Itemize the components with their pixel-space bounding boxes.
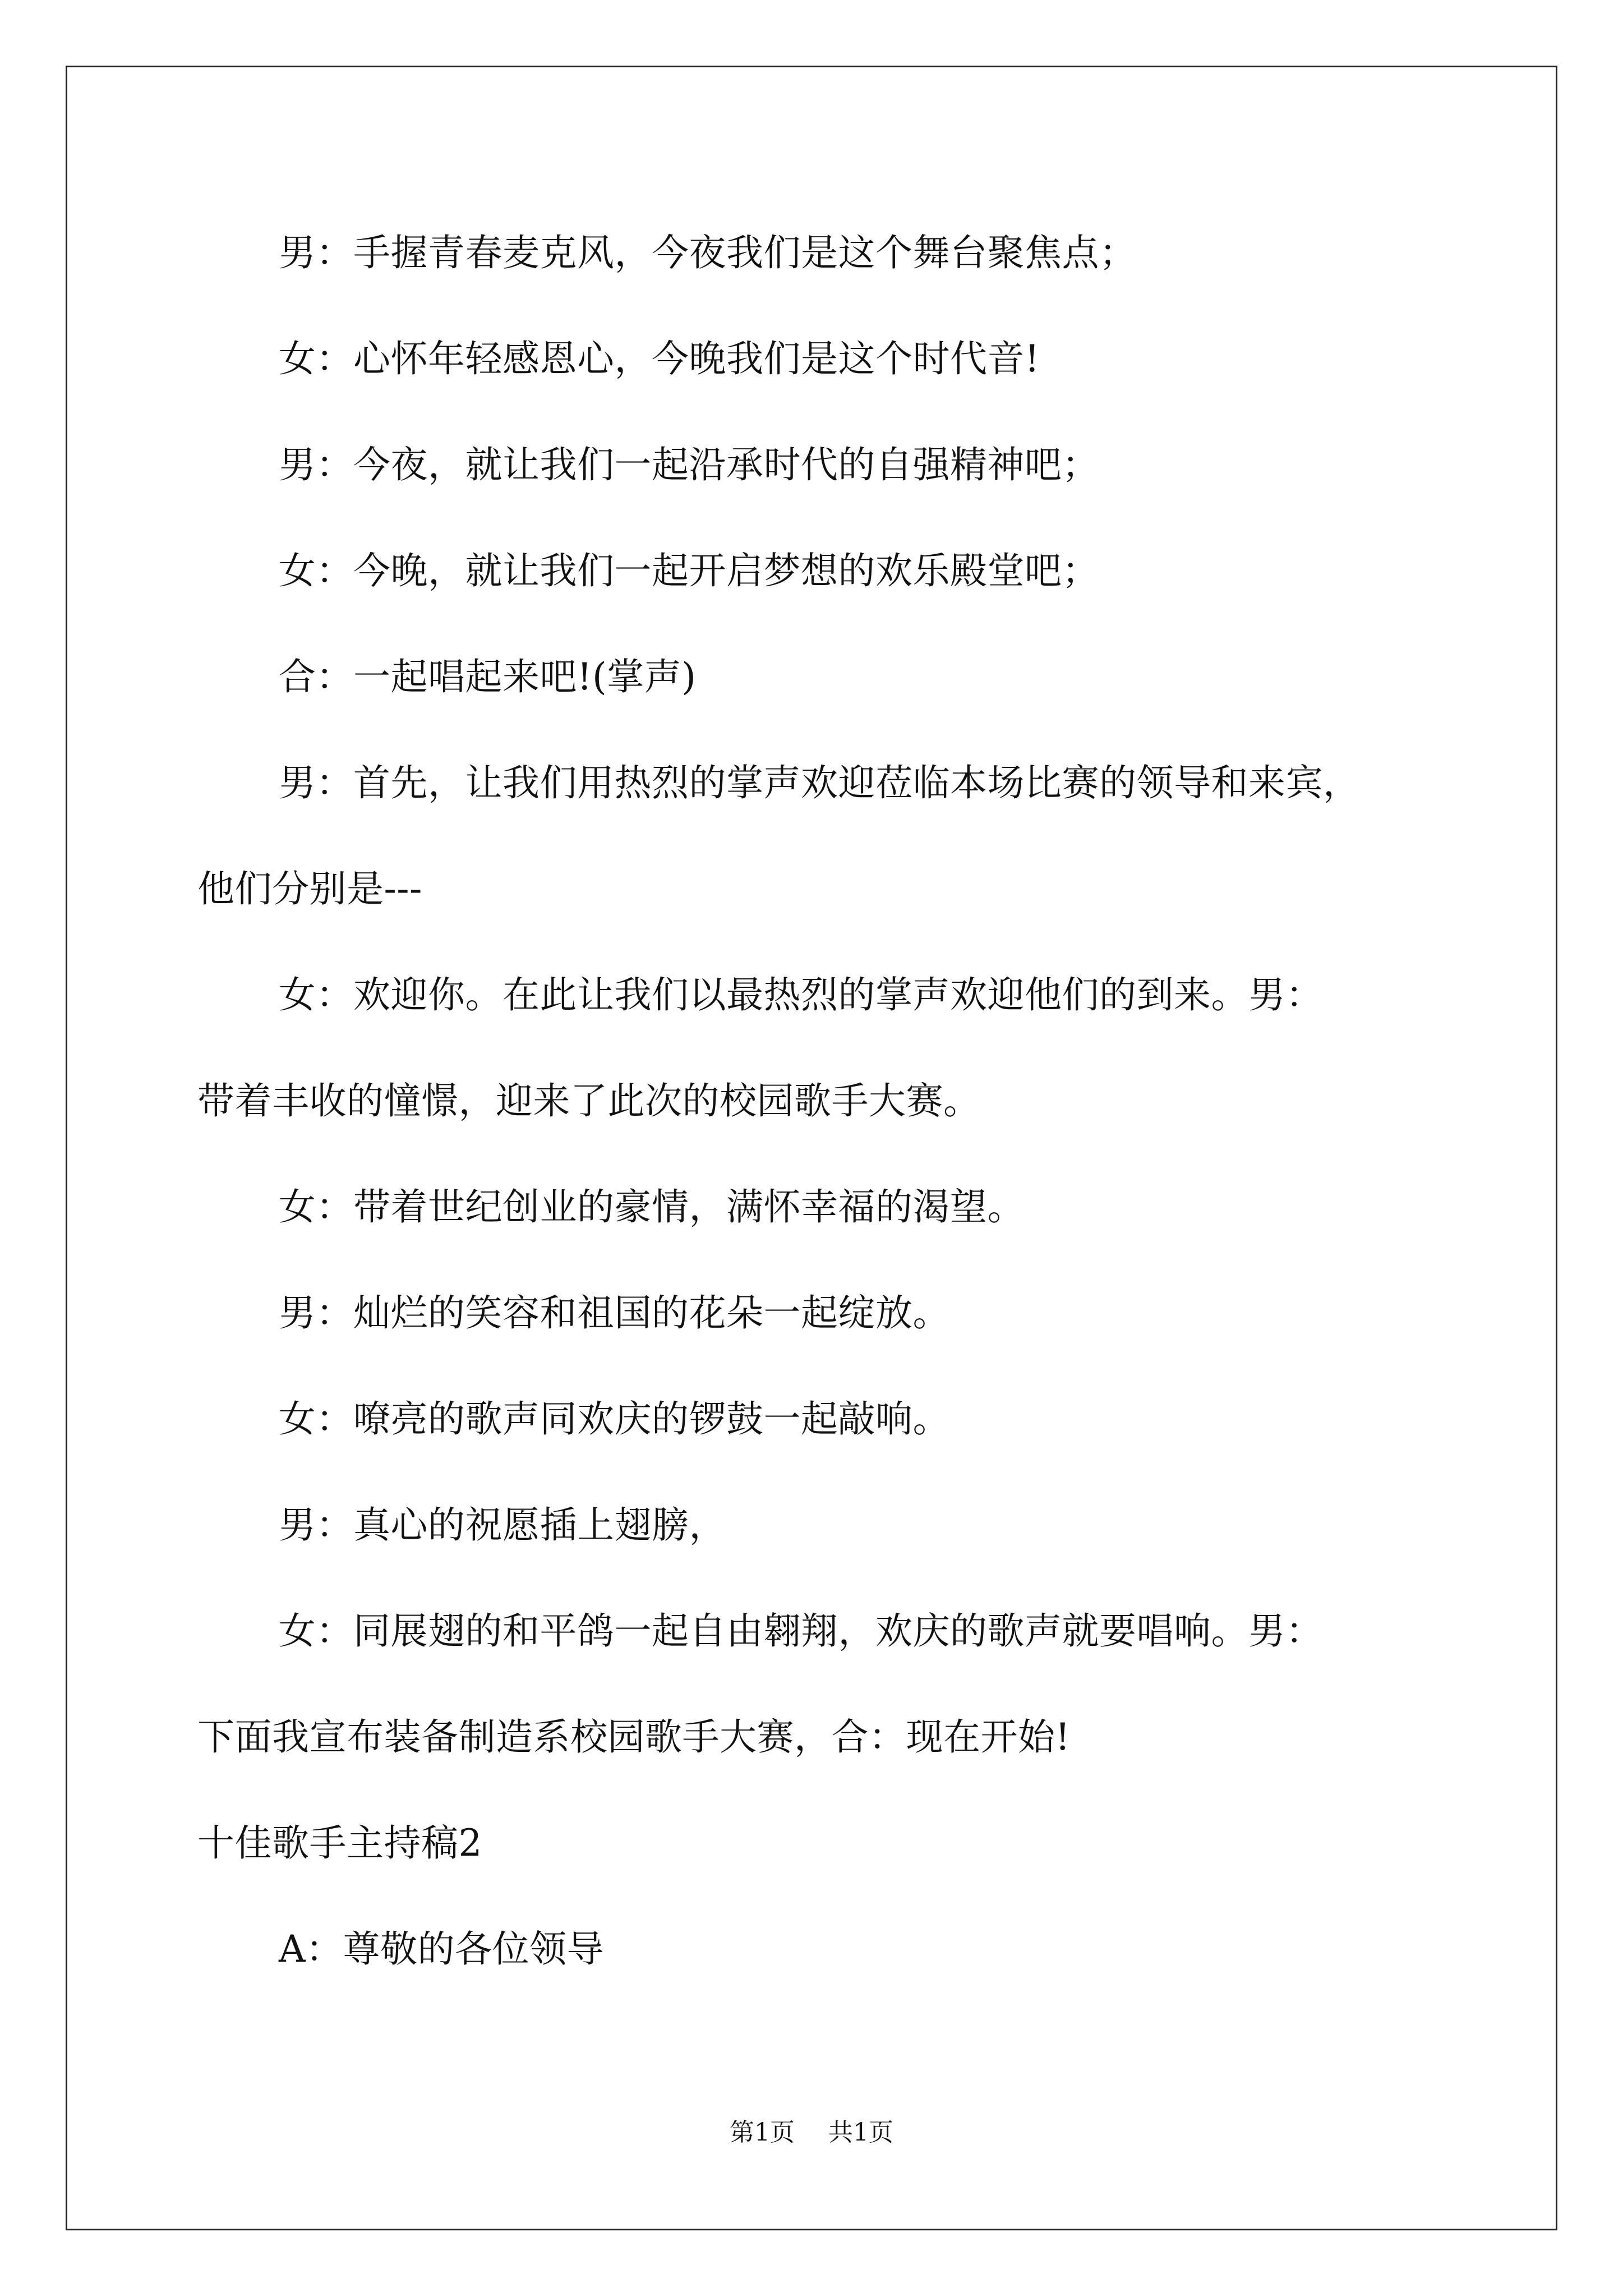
dialogue-line-7: 女：欢迎你。在此让我们以最热烈的掌声欢迎他们的到来。男： [279,973,1323,1016]
dialogue-line-5: 合：一起唱起来吧!(掌声) [279,655,697,698]
dialogue-line-10: 女：嘹亮的歌声同欢庆的锣鼓一起敲响。 [279,1397,950,1441]
dialogue-line-11: 男：真心的祝愿插上翅膀， [279,1503,726,1547]
dialogue-line-4: 女：今晚，就让我们一起开启梦想的欢乐殿堂吧； [279,549,1099,592]
page-current: 第1页 [730,2118,795,2147]
dialogue-line-12: 女：同展翅的和平鸽一起自由翱翔，欢庆的歌声就要唱响。男： [279,1609,1323,1653]
dialogue-line-12-cont: 下面我宣布装备制造系校园歌手大赛，合：现在开始! [197,1715,1071,1759]
page-border [66,66,1557,2230]
dialogue-line-9: 男：灿烂的笑容和祖国的花朵一起绽放。 [279,1291,950,1335]
dialogue-line-6-cont: 他们分别是--- [197,867,422,910]
dialogue-line-13: A：尊敬的各位领导 [279,1927,605,1971]
page-footer [0,2120,1623,2145]
dialogue-line-2: 女：心怀年轻感恩心，今晚我们是这个时代音! [279,337,1040,380]
section-heading: 十佳歌手主持稿2 [197,1821,482,1865]
dialogue-line-8: 女：带着世纪创业的豪情，满怀幸福的渴望。 [279,1185,1025,1228]
page-total: 共1页 [828,2118,893,2147]
dialogue-line-1: 男：手握青春麦克风，今夜我们是这个舞台聚焦点； [279,231,1137,274]
dialogue-line-6: 男：首先，让我们用热烈的掌声欢迎莅临本场比赛的领导和来宾， [279,761,1361,804]
dialogue-line-3: 男：今夜，就让我们一起沿承时代的自强精神吧； [279,443,1099,486]
dialogue-line-7-cont: 带着丰收的憧憬，迎来了此次的校园歌手大赛。 [197,1079,981,1122]
